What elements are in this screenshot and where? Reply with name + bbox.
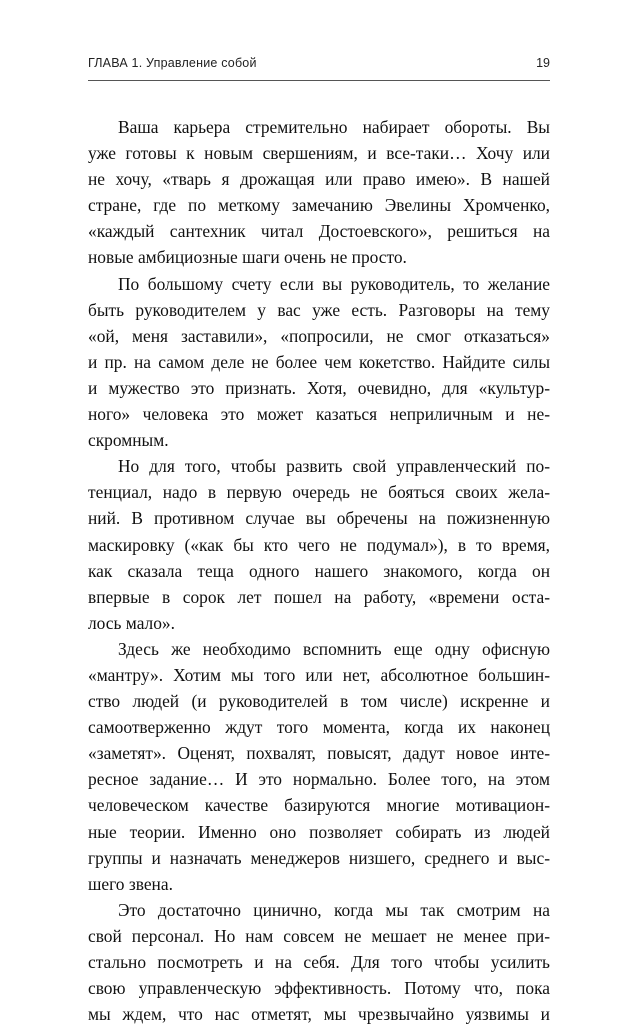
text-line: свой персонал. Но нам совсем не мешает не менее при- [88, 925, 550, 946]
text-line: как сказала теща одного нашего знакомого, когда он [88, 560, 550, 581]
text-line: «заметят». Оценят, похвалят, повысят, дадут новое инте- [88, 743, 550, 764]
text-line: не хочу, «тварь я дрожащая или право имею». В нашей [88, 169, 550, 190]
chapter-title: ГЛАВА 1. Управление собой [88, 56, 257, 70]
running-header [88, 52, 550, 74]
text-line: быть руководителем у вас уже есть. Разговоры на тему [88, 299, 550, 320]
text-line: шего звена. [88, 873, 173, 894]
text-line: впервые в сорок лет пошел на работу, «времени оста- [88, 586, 550, 607]
text-line: Это достаточно цинично, когда мы так смотрим на [118, 899, 550, 920]
text-line: Здесь же необходимо вспомнить еще одну офисную [118, 638, 550, 659]
text-line: и мужество это признать. Хотя, очевидно, для «культур- [88, 377, 550, 398]
text-line: ного» человека это может казаться неприличным и не- [88, 404, 550, 425]
paragraph [88, 114, 550, 271]
text-line: ресное задание… И это нормально. Более того, на этом [88, 769, 550, 790]
paragraph [88, 271, 550, 454]
body-text [88, 114, 550, 1027]
text-line: ний. В противном случае вы обречены на пожизненную [88, 508, 550, 529]
text-line: уже готовы к новым свершениям, и все-таки… Хочу или [88, 143, 550, 164]
text-line: скромным. [88, 430, 169, 451]
text-line: Ваша карьера стремительно набирает обороты. Вы [118, 117, 550, 137]
paragraph [88, 453, 550, 636]
text-line: маскировку («как бы кто чего не подумал»), в то время, [88, 534, 550, 555]
text-line: новые амбициозные шаги очень не просто. [88, 247, 407, 268]
text-line: ство людей (и руководителей в том числе) искренне и [88, 691, 550, 712]
text-line: самоотверженно ждут того момента, когда их наконец [88, 717, 550, 738]
text-line: человеческом качестве базируются многие мотивацион- [88, 795, 550, 816]
paragraph [88, 636, 550, 897]
paragraph [88, 897, 550, 1027]
header-divider [88, 80, 550, 81]
text-line: тенциал, надо в первую очередь не бояться своих жела- [88, 482, 550, 503]
text-line: «каждый сантехник читал Достоевского», решиться на [88, 221, 550, 242]
text-line: лось мало». [88, 612, 175, 633]
text-line: Но для того, чтобы развить свой управленческий по- [118, 456, 550, 477]
text-line: ные теории. Именно оно позволяет собирать из людей [88, 821, 550, 842]
text-line: По большому счету если вы руководитель, то желание [118, 273, 550, 294]
text-line: стально посмотреть и на себя. Для того чтобы усилить [88, 952, 550, 972]
page-number: 19 [536, 56, 550, 70]
text-line: «мантру». Хотим мы того или нет, абсолютное большин- [88, 664, 550, 685]
text-line: «ой, меня заставили», «попросили, не смог отказаться» [88, 325, 550, 346]
text-line: мы ждем, что нас отметят, мы чрезвычайно уязвимы и [88, 1004, 550, 1025]
text-line: группы и назначать менеджеров низшего, среднего и выс- [88, 847, 550, 868]
text-line: свою управленческую эффективность. Потому что, пока [88, 978, 550, 999]
text-line: и пр. на самом деле не более чем кокетство. Найдите силы [88, 351, 550, 372]
text-line: стране, где по меткому замечанию Эвелины Хромченко, [88, 195, 550, 216]
